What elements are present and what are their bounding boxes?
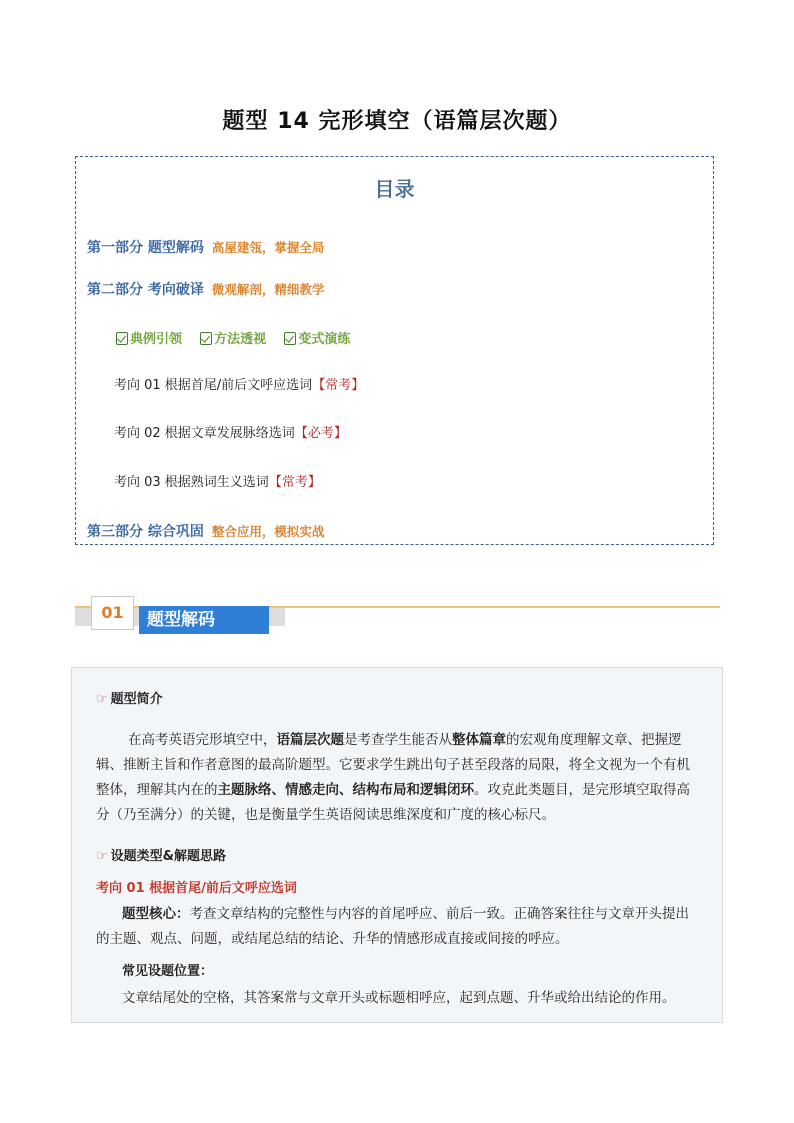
toc-heading: 目录 — [374, 177, 415, 201]
toc-part-3-sub: 整合应用，模拟实战 — [211, 524, 325, 539]
intro-heading: ☞ 题型简介 — [96, 692, 163, 707]
checklist-icon — [116, 332, 128, 345]
position-text: 文章结尾处的空格，其答案常与文章开头或标题相呼应，起到点题、升华或给出结论的作用。 — [122, 990, 676, 1006]
toc-part-2-sub: 微观解剖，精细教学 — [211, 282, 325, 297]
pointing-hand-icon: ☞ — [96, 692, 108, 707]
frequency-badge: 【常考】 — [268, 475, 321, 490]
toc-part-3-label: 第三部分 综合巩固 — [87, 524, 204, 540]
types-heading: ☞ 设题类型&解题思路 — [96, 849, 226, 864]
tag-examples[interactable]: 典例引领 — [116, 332, 182, 347]
checklist-icon — [284, 332, 296, 345]
section-number: 01 — [91, 596, 134, 630]
toc-part-2[interactable] — [87, 279, 324, 299]
toc-part-1-sub: 高屋建瓴，掌握全局 — [211, 240, 325, 255]
section-banner — [75, 596, 720, 636]
intro-paragraph: 在高考英语完形填空中，语篇层次题是考查学生能否从整体篇章的宏观角度理解文章、把握逻辑、推断主旨和作者意图的最高阶题型。它要求学生跳出句子甚至段落的局限，将全文视为一个有机整体，理解其内在的主题脉络、情感走向、结构布局和逻辑闭环。攻克此类题目，是完形填空取得高分（乃至满分）的关键，也是衡量学生英语阅读思维深度和广度的核心标尺。 — [96, 732, 690, 823]
position-label: 常见设题位置： — [122, 964, 214, 979]
tag-methods[interactable]: 方法透视 — [200, 332, 266, 347]
core-paragraph: 题型核心：考查文章结构的完整性与内容的首尾呼应、前后一致。正确答案往往与文章开头提出的主题、观点、问题，或结尾总结的结论、升华的情感形成直接或间接的呼应。 — [96, 906, 689, 947]
frequency-badge: 【常考】 — [312, 378, 365, 393]
toc-part-1-label: 第一部分 题型解码 — [87, 240, 204, 256]
content-box — [71, 667, 723, 1023]
checklist-icon — [200, 332, 212, 345]
document-title: 题型 14 完形填空（语篇层次题） — [222, 109, 572, 134]
section-label: 题型解码 — [139, 606, 269, 634]
toc-tags — [116, 328, 364, 347]
frequency-badge: 【必考】 — [294, 426, 347, 441]
toc-part-1[interactable] — [87, 237, 324, 257]
toc-part-2-label: 第二部分 考向破译 — [87, 282, 204, 298]
tag-practice[interactable]: 变式演练 — [284, 332, 350, 347]
toc-item-02[interactable]: 考向 02 根据文章发展脉络选词【必考】 — [114, 426, 347, 441]
toc-part-3[interactable] — [87, 521, 324, 541]
direction-01-title: 考向 01 根据首尾/前后文呼应选词 — [96, 881, 297, 896]
table-of-contents — [75, 156, 714, 545]
toc-item-01[interactable]: 考向 01 根据首尾/前后文呼应选词【常考】 — [114, 378, 365, 393]
pointing-hand-icon: ☞ — [96, 849, 108, 864]
toc-item-03[interactable]: 考向 03 根据熟词生义选词【常考】 — [114, 475, 321, 490]
